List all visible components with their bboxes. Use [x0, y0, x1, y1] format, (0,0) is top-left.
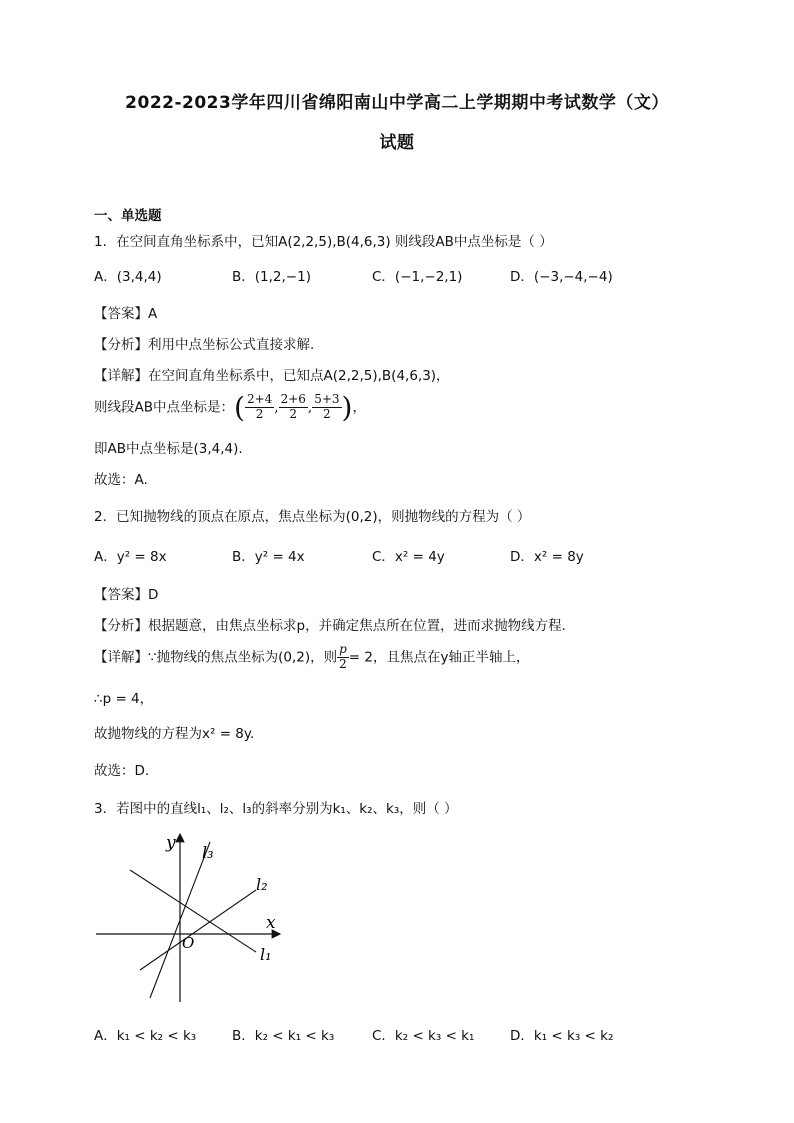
q2-frac-p: $\frac{p}{2}$ — [339, 642, 347, 671]
title-line-2: 试题 — [379, 133, 415, 153]
q1-option-a: A．(3,4,4) — [94, 269, 162, 285]
x-axis-label: x — [266, 913, 276, 933]
section-heading: 一、单选题 — [94, 208, 162, 224]
q1-option-c: C．(−1,−2,1) — [372, 269, 463, 285]
q1-frac-y: $\frac{2+6}{2}$ — [280, 392, 306, 421]
q1-option-d: D．(−3,−4,−4) — [510, 269, 613, 285]
title-line-1: 2022-2023学年四川省绵阳南山中学高二上学期期中考试数学（文） — [125, 93, 669, 113]
q2-answer: 【答案】D — [94, 587, 159, 603]
y-axis-label: y — [166, 833, 176, 853]
q3-option-a: A．k₁ < k₂ < k₃ — [94, 1028, 197, 1044]
q1-choose: 故选：A. — [94, 472, 148, 488]
q1-stem: 1．在空间直角坐标系中，已知A(2,2,5),B(4,6,3) 则线段AB中点坐标是（ ） — [94, 234, 553, 250]
q3-line-graph — [90, 828, 290, 1008]
l3-label: l₃ — [202, 843, 214, 862]
q2-analysis: 【分析】根据题意，由焦点坐标求p，并确定焦点所在位置，进而求抛物线方程. — [94, 618, 566, 634]
q2-stem: 2．已知抛物线的顶点在原点，焦点坐标为(0,2)，则抛物线的方程为（ ） — [94, 509, 531, 525]
q1-midpoint-prefix: 则线段AB中点坐标是： — [94, 399, 234, 416]
q1-detail-3: 即AB中点坐标是(3,4,4). — [94, 441, 243, 457]
q2-option-d: D．x² = 8y — [510, 549, 584, 565]
line-l2 — [140, 890, 256, 970]
q1-analysis: 【分析】利用中点坐标公式直接求解. — [94, 337, 315, 353]
q1-frac-z: $\frac{5+3}{2}$ — [314, 392, 340, 421]
q3-stem: 3．若图中的直线l₁、l₂、l₃的斜率分别为k₁、k₂、k₃，则（ ） — [94, 801, 458, 817]
q2-detail-b: = 2，且焦点在y轴正半轴上， — [348, 649, 530, 666]
q2-choose: 故选：D. — [94, 763, 150, 779]
q2-detail-a: 【详解】∵抛物线的焦点坐标为(0,2)，则 — [94, 649, 338, 666]
q2-detail-2: ∴p = 4， — [94, 691, 154, 707]
q1-detail: 【详解】在空间直角坐标系中，已知点A(2,2,5),B(4,6,3)， — [94, 368, 450, 384]
q1-midpoint-line: 则线段AB中点坐标是：( $\frac{2+4}{2}$ , $\frac{2+6}{2}$ , $\frac{5+3}{2}$ )， — [94, 391, 366, 424]
q1-frac-x: $\frac{2+4}{2}$ — [246, 392, 273, 421]
l2-label: l₂ — [256, 875, 268, 894]
q3-option-d: D．k₁ < k₃ < k₂ — [510, 1028, 614, 1044]
q3-option-c: C．k₂ < k₃ < k₁ — [372, 1028, 475, 1044]
q3-option-b: B．k₂ < k₁ < k₃ — [232, 1028, 335, 1044]
q2-option-c: C．x² = 4y — [372, 549, 445, 565]
q1-answer: 【答案】A — [94, 306, 158, 322]
l1-label: l₁ — [260, 945, 272, 964]
q1-option-b: B．(1,2,−1) — [232, 269, 311, 285]
origin-label: O — [182, 934, 195, 952]
q2-detail-3: 故抛物线的方程为x² = 8y. — [94, 726, 255, 742]
q2-option-a: A．y² = 8x — [94, 549, 167, 565]
q2-detail — [94, 643, 529, 672]
q2-option-b: B．y² = 4x — [232, 549, 305, 565]
